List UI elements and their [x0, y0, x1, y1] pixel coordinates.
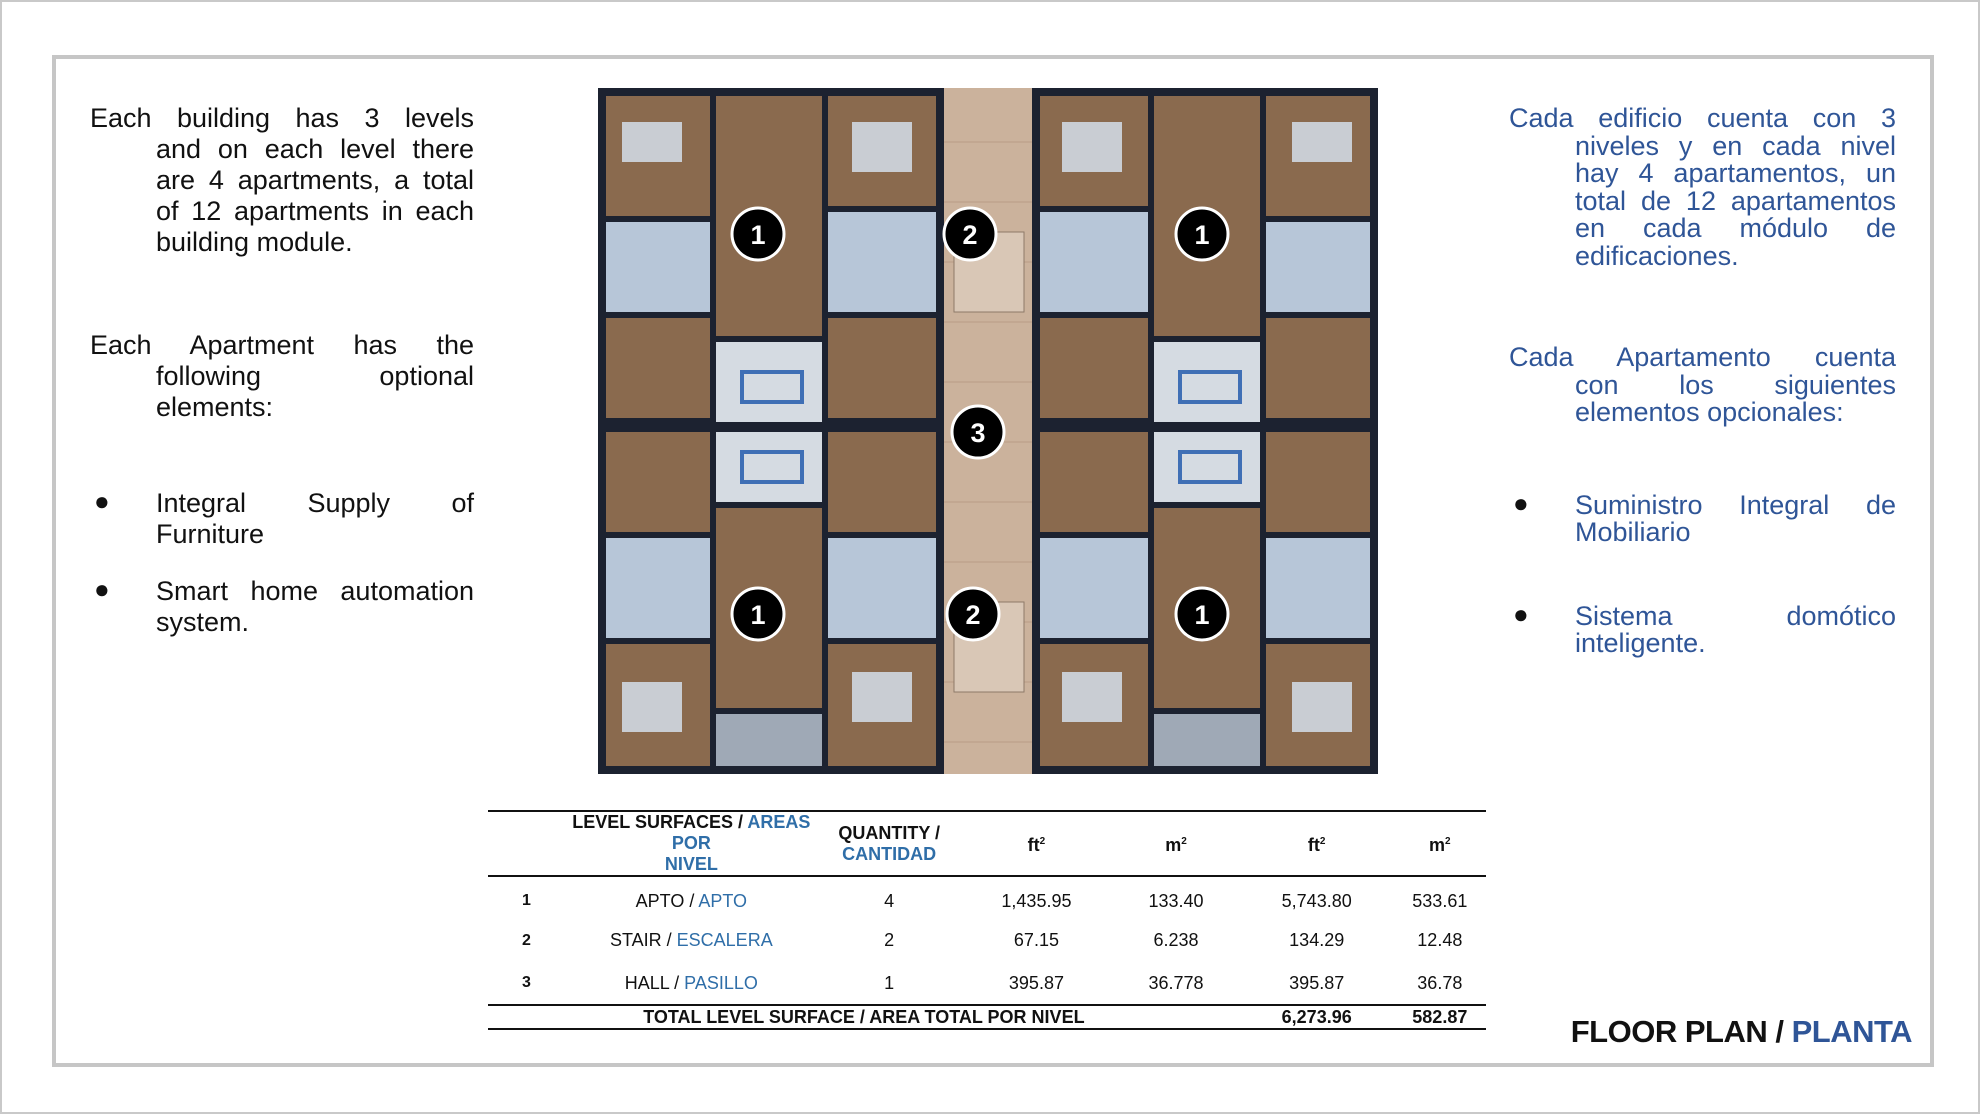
header-text-blue: NIVEL: [664, 854, 718, 874]
page-title: [1571, 1014, 1912, 1050]
text-line: hay 4 apartamentos, un: [1575, 158, 1896, 188]
unit-text: m: [1429, 835, 1446, 855]
text-line: inteligente.: [1575, 628, 1706, 658]
marker-apt-top-left: [732, 208, 784, 260]
label-separator: /: [669, 972, 685, 993]
table-row: [488, 876, 1486, 919]
title-en: FLOOR PLAN /: [1570, 1014, 1784, 1049]
quantity-cell: 2: [884, 930, 895, 950]
row-number: 1: [522, 892, 531, 909]
right-wing: [1032, 88, 1378, 774]
english-bullet-list: [90, 488, 474, 638]
total-ft2-cell: 395.87: [1289, 972, 1345, 993]
text-line: en cada módulo de: [1575, 213, 1896, 243]
text-line: Furniture: [156, 519, 265, 549]
text-line: Sistema domótico: [1575, 600, 1896, 631]
svg-text:1: 1: [750, 220, 766, 250]
label-en: HALL: [624, 972, 670, 993]
total-m2-value: 582.87: [1412, 1006, 1468, 1027]
m2-cell: 36.778: [1148, 972, 1204, 993]
m2-cell: 133.40: [1148, 890, 1204, 911]
text-line: of 12 apartments in each: [156, 196, 474, 226]
table-row: [488, 919, 1486, 962]
text-line: Mobiliario: [1575, 517, 1691, 547]
title-es: PLANTA: [1791, 1014, 1912, 1049]
row-number: 3: [522, 974, 531, 991]
ft2-cell: 395.87: [1008, 972, 1064, 993]
header-quantity: [818, 811, 961, 876]
label-separator: /: [661, 930, 677, 950]
text-line: niveles y en cada nivel: [1575, 130, 1896, 161]
spanish-bullet-list: [1509, 487, 1896, 658]
label-es: PASILLO: [684, 972, 758, 993]
marker-stair-top: [944, 208, 996, 260]
total-ft2-cell: 5,743.80: [1281, 890, 1352, 911]
quantity-cell: 1: [884, 972, 895, 993]
header-total-m2: [1394, 811, 1486, 876]
svg-text:1: 1: [750, 600, 766, 630]
bullet-icon: ●: [94, 574, 110, 604]
total-ft2-cell: 134.29: [1289, 930, 1345, 950]
total-label: TOTAL LEVEL SURFACE / AREA TOTAL POR NIVEL: [643, 1006, 1085, 1027]
header-ft2: [961, 811, 1113, 876]
english-paragraph-2: [90, 330, 474, 423]
bullet-icon: ●: [1513, 487, 1529, 518]
table-row: [488, 962, 1486, 1005]
label-en: STAIR: [609, 930, 662, 950]
text-line: following optional: [156, 361, 474, 391]
spanish-paragraph-1: [1509, 105, 1896, 270]
quantity-cell: 4: [884, 890, 895, 911]
text-line: Suministro Integral de: [1575, 489, 1896, 520]
bullet-item-automation: [90, 576, 474, 638]
text-line: Each Apartment has the: [90, 330, 474, 360]
row-label: [565, 962, 818, 1005]
bullet-item-domotico: [1509, 598, 1896, 658]
header-total-ft2: [1240, 811, 1394, 876]
area-table: [488, 810, 1486, 1030]
text-line: Integral Supply of: [156, 488, 474, 518]
header-level-surfaces: [565, 811, 818, 876]
text-line: con los siguientes: [1575, 369, 1896, 400]
table-total-row: [488, 1005, 1486, 1029]
marker-stair-bottom: [947, 588, 999, 640]
english-paragraph-1: [90, 103, 474, 258]
text-line: Cada edificio cuenta con 3: [1509, 103, 1896, 133]
label-separator: /: [684, 890, 699, 911]
bullet-icon: ●: [94, 486, 110, 516]
text-line: elements:: [156, 392, 274, 422]
marker-hall: [952, 406, 1004, 458]
svg-text:1: 1: [1194, 600, 1210, 630]
unit-text: m: [1165, 835, 1182, 855]
svg-text:1: 1: [1194, 220, 1210, 250]
row-number: 2: [522, 931, 531, 949]
svg-text:3: 3: [970, 418, 986, 448]
left-wing: [598, 88, 944, 774]
unit-superscript: 2: [1181, 836, 1187, 847]
text-line: edificaciones.: [1575, 240, 1739, 271]
svg-text:2: 2: [965, 600, 981, 630]
english-description: [90, 103, 474, 664]
unit-superscript: 2: [1319, 836, 1326, 847]
bullet-item-mobiliario: [1509, 487, 1896, 547]
header-empty: [488, 811, 565, 876]
total-m2-cell: 12.48: [1417, 930, 1463, 950]
total-m2-cell: 36.78: [1417, 972, 1463, 993]
table-header-row: [488, 811, 1486, 876]
text-line: total de 12 apartamentos: [1575, 185, 1896, 216]
total-ft2-value: 6,273.96: [1281, 1006, 1352, 1027]
text-line: building module.: [156, 227, 353, 257]
text-line: elementos opcionales:: [1575, 397, 1844, 427]
marker-apt-bottom-left: [732, 588, 784, 640]
text-line: and on each level there: [156, 134, 474, 164]
label-en: APTO: [635, 890, 685, 911]
header-text: LEVEL SURFACES /: [572, 812, 743, 832]
text-line: Cada Apartamento cuenta: [1509, 342, 1896, 372]
label-es: APTO: [698, 890, 748, 911]
floor-plan-image: [582, 82, 1378, 782]
unit-text: ft: [1027, 835, 1040, 855]
bullet-icon: ●: [1513, 598, 1529, 629]
unit-text: ft: [1307, 835, 1320, 855]
row-label: [565, 876, 818, 919]
ft2-cell: 1,435.95: [1001, 890, 1072, 911]
text-line: are 4 apartments, a total: [156, 165, 474, 195]
bullet-item-furniture: [90, 488, 474, 550]
ft2-cell: 67.15: [1013, 930, 1059, 950]
header-text-blue: AREAS POR: [671, 812, 811, 853]
text-line: Each building has 3 levels: [90, 103, 474, 133]
row-label: [565, 919, 818, 962]
header-m2: [1112, 811, 1239, 876]
text-line: Smart home automation: [156, 576, 474, 606]
total-m2-cell: 533.61: [1412, 890, 1468, 911]
marker-apt-top-right: [1176, 208, 1228, 260]
svg-text:2: 2: [962, 220, 978, 250]
spanish-paragraph-2: [1509, 344, 1896, 427]
spanish-description: [1509, 105, 1896, 714]
marker-apt-bottom-right: [1176, 588, 1228, 640]
unit-superscript: 2: [1039, 836, 1046, 847]
header-text: QUANTITY /: [838, 822, 940, 843]
header-text-blue: CANTIDAD: [842, 843, 937, 864]
text-line: system.: [156, 607, 250, 637]
unit-superscript: 2: [1445, 836, 1451, 847]
label-es: ESCALERA: [676, 930, 773, 950]
m2-cell: 6.238: [1153, 930, 1199, 950]
